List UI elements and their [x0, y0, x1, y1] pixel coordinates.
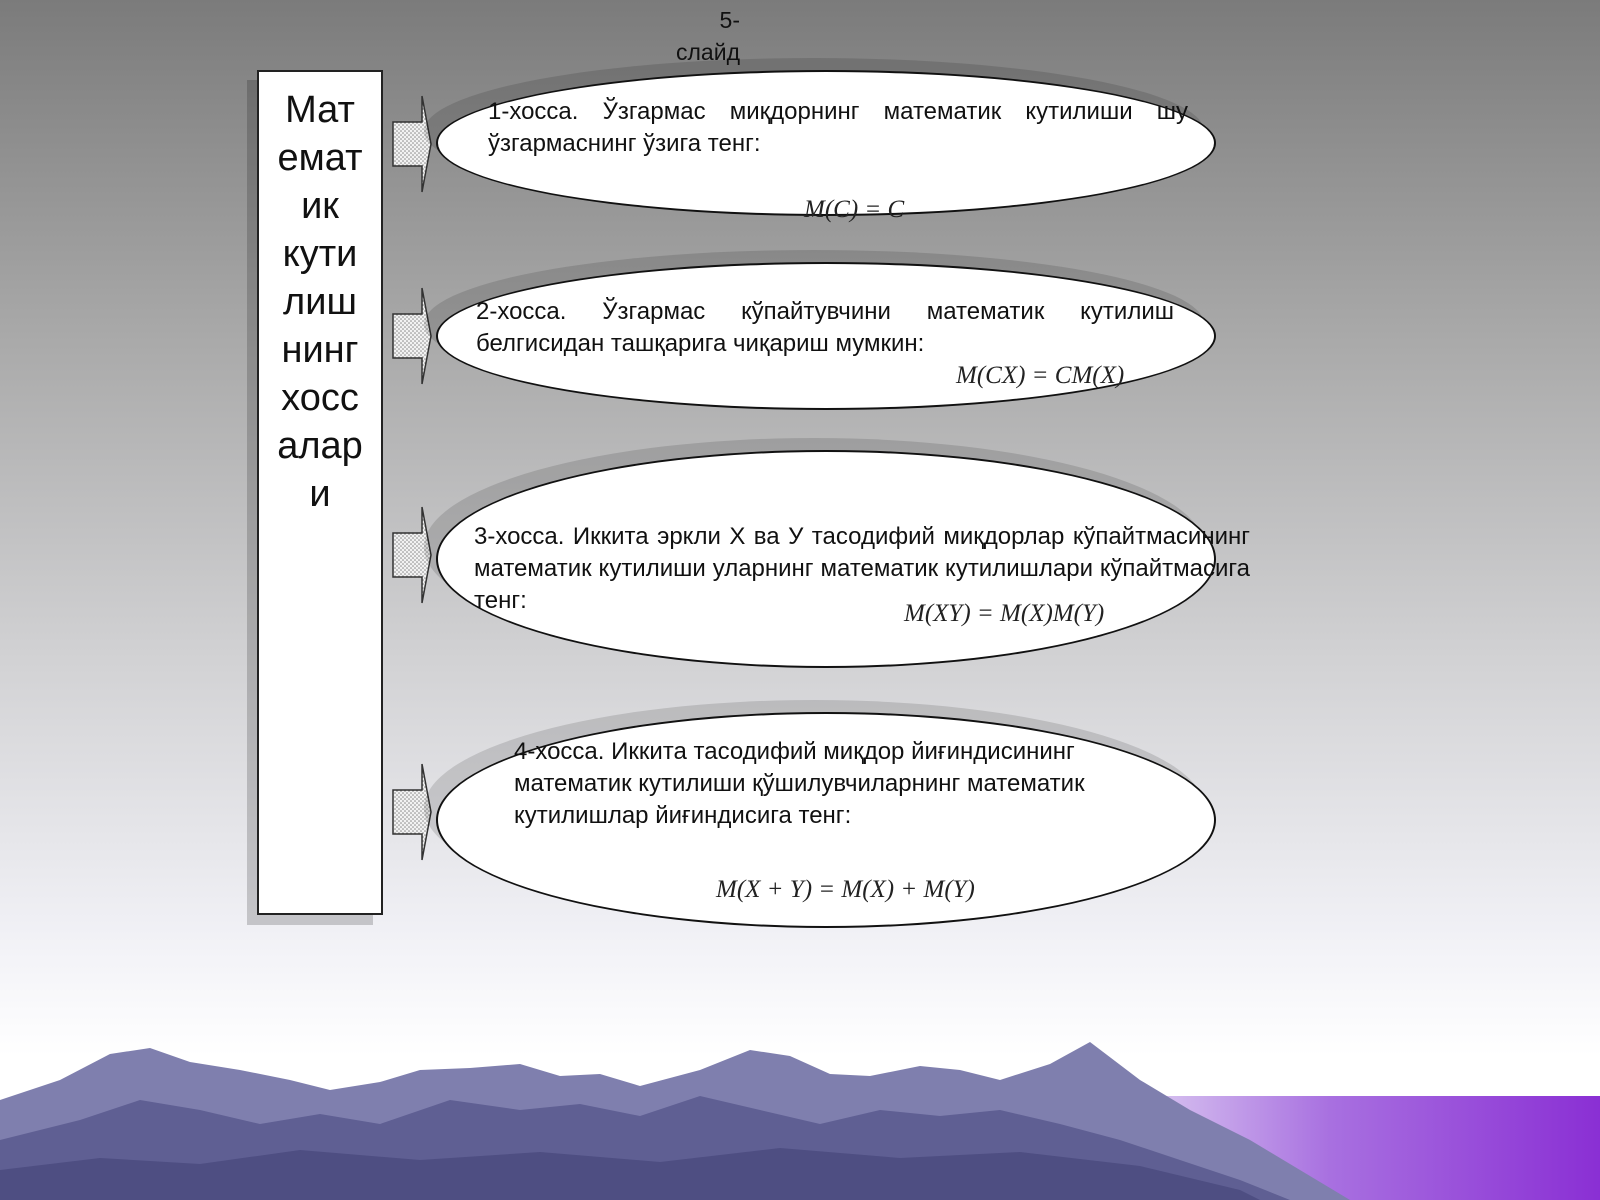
arrow-right-icon: [392, 505, 432, 605]
property-4-formula: M(X + Y) = M(X) + M(Y): [716, 876, 975, 903]
slide-number-line2: слайд: [676, 39, 740, 65]
property-3-formula: M(XY) = M(X)M(Y): [904, 600, 1105, 627]
property-4-oval: [436, 712, 1216, 928]
property-1-formula: M(C) = C: [804, 196, 905, 223]
title-text: [259, 86, 381, 518]
title-line: емат: [277, 137, 363, 179]
property-4-text: 4-хосса. Иккита тасодифий миқдор йиғиндисининг математик кутилиши қўшилувчиларнинг математик кутилишлар йиғиндисига тенг:: [514, 738, 1085, 829]
property-1-text: 1-хосса. Ўзгармас миқдорнинг математик кутилиши шу ўзгармаснинг ўзига тенг:: [488, 98, 1188, 157]
title-line: Мат: [285, 89, 355, 131]
property-2-formula: M(CX) = CM(X): [956, 362, 1125, 389]
property-3-text: 3-хосса. Иккита эркли X ва У тасодифий миқдорлар кўпайтмасининг математик кутилиши уларнинг математик кутилишлари кўпайтмасига тенг:: [474, 523, 1250, 614]
property-1-oval: [436, 70, 1216, 216]
title-line: нинг: [281, 329, 359, 371]
title-box: [257, 70, 383, 915]
title-line: и: [309, 473, 331, 515]
title-line: ик: [301, 185, 339, 227]
property-2-text: 2-хосса. Ўзгармас кўпайтувчини математик кутилиш белгисидан ташқарига чиқариш мумкин:: [476, 298, 1174, 357]
property-2-oval: [436, 262, 1216, 410]
title-line: хосс: [281, 377, 359, 419]
slide-number-line1: 5-: [719, 7, 740, 33]
slide-number: [640, 4, 740, 68]
arrow-right-icon: [392, 286, 432, 386]
title-line: кути: [282, 233, 358, 275]
title-line: алар: [277, 425, 363, 467]
arrow-right-icon: [392, 762, 432, 862]
mountains-decoration: [0, 1040, 1600, 1200]
title-line: лиш: [283, 281, 357, 323]
arrow-right-icon: [392, 94, 432, 194]
